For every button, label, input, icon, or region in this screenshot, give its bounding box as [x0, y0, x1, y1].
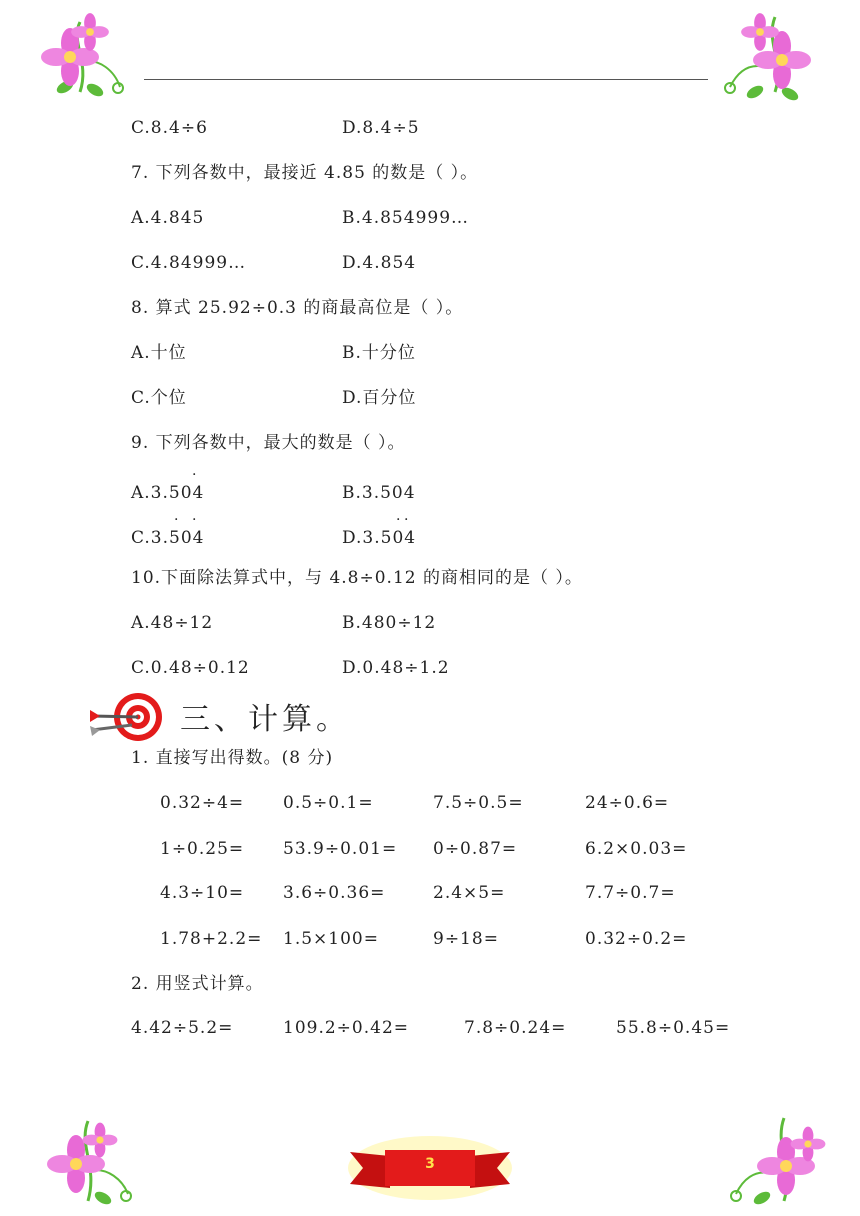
vertical-calc-item: 109.2÷0.42= [283, 1018, 410, 1038]
q10-option-c: C.0.48÷0.12 [131, 658, 250, 678]
q7-stem: 7. 下列各数中，最接近 4.85 的数是（ ）。 [131, 163, 479, 183]
part2-title: 2. 用竖式计算。 [131, 974, 264, 994]
pink-flower-icon [20, 2, 130, 112]
header-rule [144, 79, 708, 80]
part1-title: 1. 直接写出得数。(8 分) [131, 748, 334, 768]
q7-option-d: D.4.854 [342, 253, 417, 273]
q10-option-a: A.48÷12 [131, 613, 214, 633]
target-arrows-icon [88, 690, 162, 744]
q6-option-c: C.8.4÷6 [131, 118, 208, 138]
pink-flower-icon [720, 2, 830, 112]
q9-stem: 9. 下列各数中，最大的数是（ ）。 [131, 433, 406, 453]
pink-flower-icon [724, 1106, 834, 1216]
q9-option-c: C.3.504 [131, 528, 205, 548]
section-title: 三、计算。 [180, 702, 350, 737]
q7-option-b: B.4.854999… [342, 208, 470, 228]
vertical-calc-item: 4.42÷5.2= [131, 1018, 234, 1038]
calc-item: 2.4×5= [433, 883, 506, 903]
q6-option-d: D.8.4÷5 [342, 118, 420, 138]
calc-item: 7.5÷0.5= [433, 793, 524, 813]
calc-item: 1÷0.25= [160, 839, 245, 859]
vertical-calc-item: 7.8÷0.24= [464, 1018, 567, 1038]
calc-item: 9÷18= [433, 929, 499, 949]
repeating-dot: . [396, 508, 401, 524]
calc-item: 53.9÷0.01= [283, 839, 398, 859]
calc-item: 0.32÷4= [160, 793, 245, 813]
q8-option-d: D.百分位 [342, 388, 417, 408]
q8-option-c: C.个位 [131, 388, 187, 408]
calc-item: 6.2×0.03= [585, 839, 688, 859]
q8-option-b: B.十分位 [342, 343, 416, 363]
calc-item: 1.5×100= [283, 929, 379, 949]
q9-option-d: D.3.504 [342, 528, 417, 548]
repeating-dot: . [192, 463, 197, 479]
q10-option-d: D.0.48÷1.2 [342, 658, 450, 678]
pink-flower-icon [28, 1106, 138, 1216]
q7-option-a: A.4.845 [131, 208, 205, 228]
calc-item: 1.78+2.2= [160, 929, 263, 949]
q8-stem: 8. 算式 25.92÷0.3 的商最高位是（ ）。 [131, 298, 464, 318]
page-number: 3 [425, 1156, 435, 1172]
calc-item: 24÷0.6= [585, 793, 670, 813]
q8-option-a: A.十位 [131, 343, 187, 363]
q9-option-a: A.3.504 [131, 483, 205, 503]
calc-item: 0.32÷0.2= [585, 929, 688, 949]
calc-item: 4.3÷10= [160, 883, 245, 903]
q10-option-b: B.480÷12 [342, 613, 437, 633]
calc-item: 3.6÷0.36= [283, 883, 386, 903]
calc-item: 7.7÷0.7= [585, 883, 676, 903]
vertical-calc-item: 55.8÷0.45= [616, 1018, 731, 1038]
calc-item: 0.5÷0.1= [283, 793, 374, 813]
repeating-dot: . [192, 508, 197, 524]
q10-stem: 10.下面除法算式中，与 4.8÷0.12 的商相同的是（ ）。 [131, 568, 583, 588]
repeating-dot: . [174, 508, 179, 524]
calc-item: 0÷0.87= [433, 839, 518, 859]
repeating-dot: . [404, 508, 409, 524]
q9-option-b: B.3.504 [342, 483, 416, 503]
q7-option-c: C.4.84999… [131, 253, 247, 273]
